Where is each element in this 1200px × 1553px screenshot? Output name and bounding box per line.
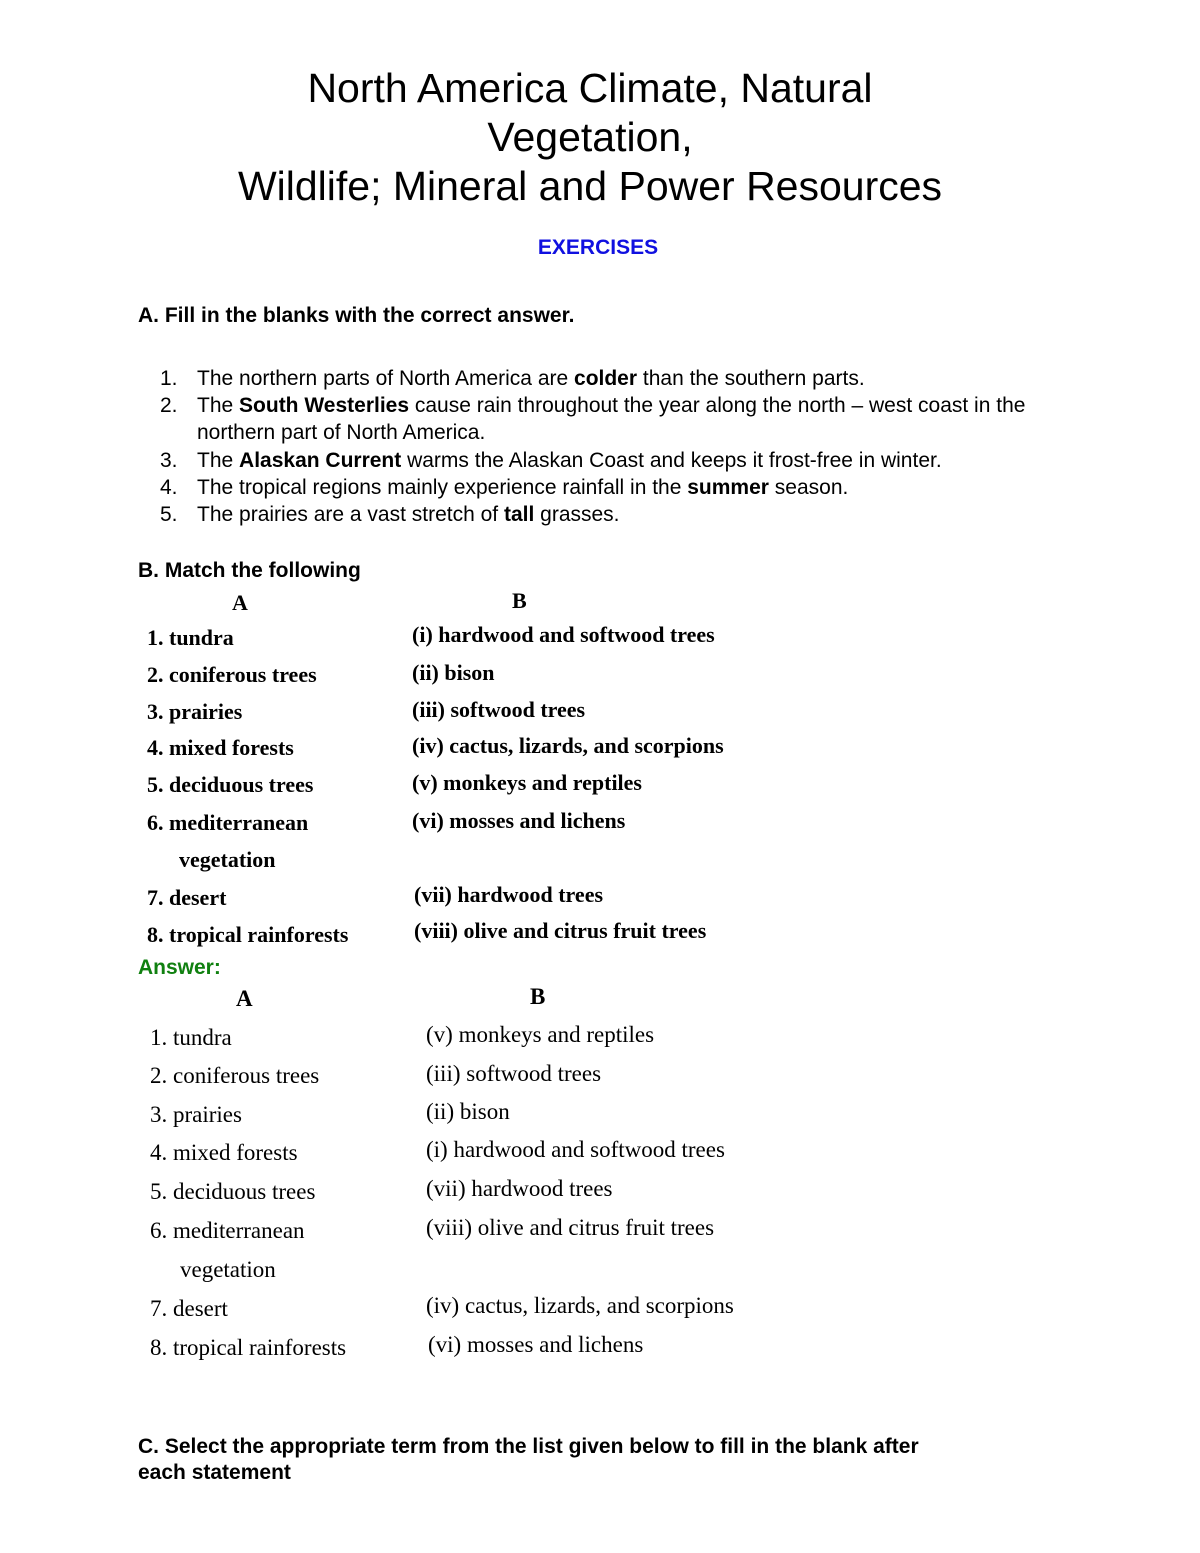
column-b-item: (iii) softwood trees [412, 697, 586, 722]
answer-column-b-header: B [530, 984, 546, 1009]
column-b-item: (viii) olive and citrus fruit trees [414, 918, 707, 943]
answer-column-b-item: (vii) hardwood trees [426, 1176, 613, 1201]
item-number: 5. [160, 503, 178, 527]
answer-column-b-item: (i) hardwood and softwood trees [426, 1137, 725, 1162]
answer-column-b-item: (iv) cactus, lizards, and scorpions [426, 1293, 734, 1318]
item-number: 1. [160, 367, 178, 390]
answer-column-b-item: (ii) bison [426, 1099, 510, 1124]
column-b-item: (vii) hardwood trees [414, 882, 604, 907]
title-line-2: Vegetation, [487, 114, 693, 160]
answer-column-a-item: 6. mediterranean [150, 1218, 305, 1243]
column-a-item: 3. prairies [147, 699, 243, 724]
list-item [160, 501, 1060, 528]
section-c-heading-line-1: C. Select the appropriate term from the list given below to fill in the blank after [138, 1435, 919, 1458]
column-a-item: 4. mixed forests [147, 735, 294, 760]
column-b-item: (i) hardwood and softwood trees [412, 622, 715, 647]
column-a-header: A [232, 590, 248, 615]
answer-column-a-header: A [236, 986, 253, 1011]
section-b-heading: B. Match the following [138, 559, 361, 582]
column-a-item: vegetation [179, 847, 276, 872]
section-c-heading-line-2: each statement [138, 1461, 291, 1484]
blank-answer: South Westerlies [239, 394, 410, 418]
blank-answer: Alaskan Current [239, 448, 402, 472]
item-text: cause rain throughout the year along the north – west coast in the northern part of North America. [197, 394, 1026, 445]
answer-column-b-item: (v) monkeys and reptiles [426, 1022, 655, 1047]
answer-column-a-item: 1. tundra [150, 1025, 232, 1050]
column-b-item: (vi) mosses and lichens [412, 808, 626, 833]
column-a-item: 7. desert [147, 885, 227, 910]
item-text: The northern parts of North America are [197, 367, 575, 390]
answer-column-a-item: 3. prairies [150, 1102, 242, 1127]
column-a-item: 1. tundra [147, 625, 234, 650]
item-text: grasses. [534, 503, 620, 527]
title-line-1: North America Climate, Natural [307, 65, 873, 111]
answer-column-a-item: vegetation [180, 1257, 276, 1282]
answer-label: Answer: [138, 956, 221, 979]
answer-column-a-item: 2. coniferous trees [150, 1063, 320, 1088]
item-text: warms the Alaskan Coast and keeps it frost-free in winter. [401, 448, 942, 472]
document-title [100, 64, 1080, 211]
item-text: The [197, 394, 240, 418]
item-text: than the southern parts. [637, 367, 865, 390]
title-line-3: Wildlife; Mineral and Power Resources [237, 163, 943, 209]
answer-column-b-item: (viii) olive and citrus fruit trees [426, 1215, 715, 1240]
answer-column-b-item: (vi) mosses and lichens [428, 1332, 644, 1357]
item-text: The prairies are a vast stretch of [197, 503, 504, 527]
list-item [160, 365, 1060, 392]
section-c-heading [138, 1434, 1098, 1486]
blank-answer: colder [574, 367, 638, 390]
item-number: 4. [160, 475, 178, 499]
item-text: season. [768, 475, 849, 499]
section-a-heading: A. Fill in the blanks with the correct answer. [138, 304, 575, 327]
column-a-item: 5. deciduous trees [147, 772, 314, 797]
column-a-item: 2. coniferous trees [147, 662, 317, 687]
blank-answer: tall [503, 503, 535, 527]
answer-column-a-item: 4. mixed forests [150, 1140, 298, 1165]
column-b-item: (ii) bison [412, 660, 495, 685]
column-b-item: (v) monkeys and reptiles [412, 770, 642, 795]
list-item [160, 474, 1060, 501]
answer-column-a-item: 5. deciduous trees [150, 1179, 316, 1204]
list-item [160, 447, 1060, 474]
column-a-item: 8. tropical rainforests [147, 922, 349, 947]
column-b-item: (iv) cactus, lizards, and scorpions [412, 733, 724, 758]
column-b-header: B [512, 588, 527, 613]
answer-column-a-item: 8. tropical rainforests [150, 1335, 347, 1360]
column-a-item: 6. mediterranean [147, 810, 309, 835]
fill-in-blanks-list [160, 365, 1060, 528]
list-item [160, 392, 1060, 446]
item-number: 2. [160, 394, 178, 418]
item-text: The tropical regions mainly experience rainfall in the [197, 475, 688, 499]
answer-column-b-item: (iii) softwood trees [426, 1061, 602, 1086]
answer-column-a-item: 7. desert [150, 1296, 228, 1321]
blank-answer: summer [687, 475, 769, 499]
exercises-heading: EXERCISES [537, 236, 659, 259]
item-text: The [197, 448, 240, 472]
item-number: 3. [160, 448, 178, 472]
